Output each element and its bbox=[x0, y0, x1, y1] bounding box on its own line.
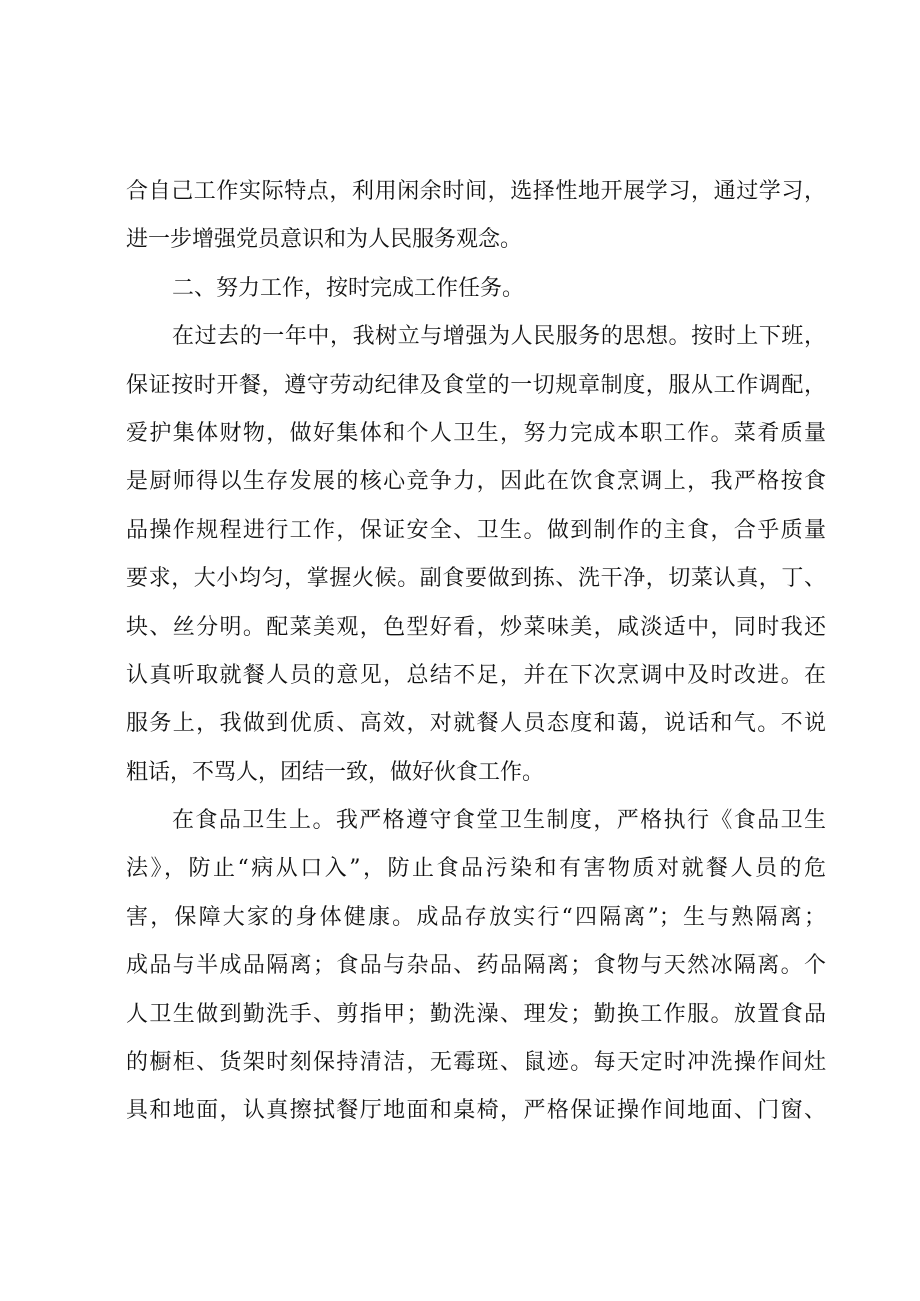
text-line: 要求，大小均匀，掌握火候。副食要做到拣、洗干净，切菜认真，丁、 bbox=[126, 566, 826, 592]
text-line: 认真听取就餐人员的意见，总结不足，并在下次烹调中及时改进。在 bbox=[126, 662, 826, 688]
text-line: 的橱柜、货架时刻保持清洁，无霉斑、鼠迹。每天定时冲洗操作间灶 bbox=[126, 1050, 826, 1076]
text-line: 成品与半成品隔离；食品与杂品、药品隔离；食物与天然冰隔离。个 bbox=[126, 953, 826, 979]
text-line: 保证按时开餐，遵守劳动纪律及食堂的一切规章制度，服从工作调配， bbox=[126, 372, 826, 398]
text-line: 合自己工作实际特点，利用闲余时间，选择性地开展学习，通过学习， bbox=[126, 179, 826, 204]
text-line: 法》，防止“病从口入”，防止食品污染和有害物质对就餐人员的危 bbox=[126, 856, 826, 882]
text-line: 服务上，我做到优质、高效，对就餐人员态度和蔼，说话和气。不说 bbox=[126, 711, 826, 737]
text-line: 品操作规程进行工作，保证安全、卫生。做到制作的主食，合乎质量 bbox=[126, 517, 826, 543]
text-line: 爱护集体财物，做好集体和个人卫生，努力完成本职工作。菜肴质量 bbox=[126, 420, 826, 446]
paragraph-start-line: 在食品卫生上。我严格遵守食堂卫生制度，严格执行《食品卫生 bbox=[172, 808, 826, 834]
text-line: 具和地面，认真擦拭餐厅地面和桌椅，严格保证操作间地面、门窗、 bbox=[126, 1098, 826, 1124]
text-line: 进一步增强党员意识和为人民服务观念。 bbox=[126, 227, 523, 253]
paragraph-start-line: 在过去的一年中，我树立与增强为人民服务的思想。按时上下班， bbox=[172, 324, 826, 350]
text-line: 人卫生做到勤洗手、剪指甲；勤洗澡、理发；勤换工作服。放置食品 bbox=[126, 1001, 826, 1027]
text-line: 是厨师得以生存发展的核心竞争力，因此在饮食烹调上，我严格按食 bbox=[126, 469, 826, 495]
document-body bbox=[126, 168, 826, 1136]
text-line: 害，保障大家的身体健康。成品存放实行“四隔离”；生与熟隔离； bbox=[126, 904, 826, 930]
section-heading: 二、努力工作，按时完成工作任务。 bbox=[172, 275, 525, 301]
text-line: 块、丝分明。配菜美观，色型好看，炒菜味美，咸淡适中，同时我还 bbox=[126, 614, 826, 640]
text-line: 粗话，不骂人，团结一致，做好伙食工作。 bbox=[126, 759, 545, 785]
